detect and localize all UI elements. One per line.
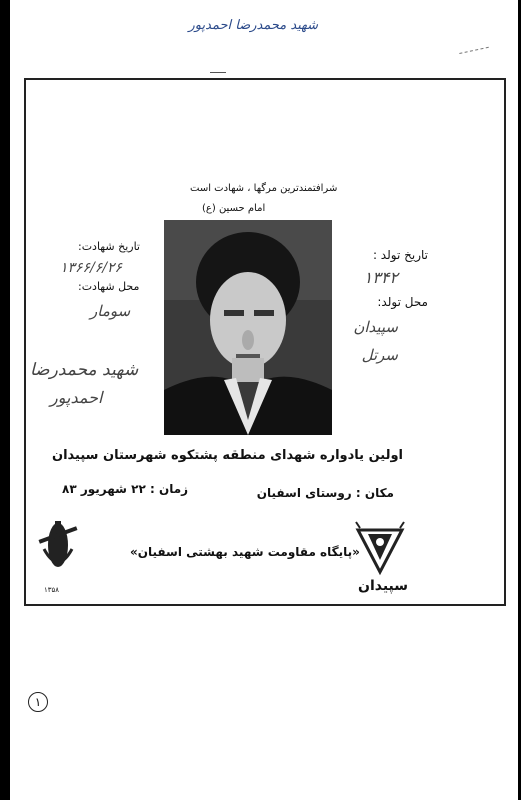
martyr-portrait — [164, 220, 332, 435]
page-number — [28, 692, 48, 712]
scribble-mark — [457, 37, 489, 54]
header-handwriting: شهید محمدرضا احمدپور — [188, 18, 318, 33]
sepidan-emblem-icon — [350, 520, 410, 584]
quote-text: شرافتمندترین مرگها ، شهادت است — [190, 183, 338, 194]
page-number-text: ۱ — [34, 695, 42, 709]
birth-date-value: ۱۳۴۲ — [363, 268, 398, 287]
basij-emblem-icon — [30, 515, 86, 591]
martyrdom-place-label: محل شهادت: — [78, 280, 140, 293]
name-handwriting-1: شهید محمدرضا — [30, 360, 139, 380]
event-title: اولین یادواره شهدای منطقه پشتکوه شهرستان سپیدان — [52, 448, 403, 463]
organizer-text: «پایگاه مقاومت شهید بهشتی اسفیان» — [130, 545, 360, 559]
logo-left-caption: ۱۳۵۸ — [44, 586, 60, 594]
martyrdom-date-label: تاریخ شهادت: — [78, 240, 140, 253]
event-location: مکان : روستای اسفیان — [256, 486, 394, 500]
document-page — [10, 0, 518, 800]
birth-place-label: محل تولد: — [377, 295, 428, 309]
birth-place-value-1: سپیدان — [353, 318, 398, 336]
top-dash — [210, 72, 226, 73]
martyrdom-date-value: ۱۳۶۶/۶/۲۶ — [60, 260, 123, 276]
martyrdom-place-value: سومار — [90, 302, 131, 320]
quote-author: امام حسین (ع) — [202, 203, 266, 214]
birth-place-value-2: سرتل — [361, 346, 398, 364]
birth-date-label: تاریخ تولد : — [372, 248, 428, 262]
name-handwriting-2: احمدپور — [50, 388, 103, 407]
logo-right-caption: سپیدان — [358, 578, 409, 594]
event-time: زمان : ۲۲ شهریور ۸۳ — [62, 482, 189, 496]
